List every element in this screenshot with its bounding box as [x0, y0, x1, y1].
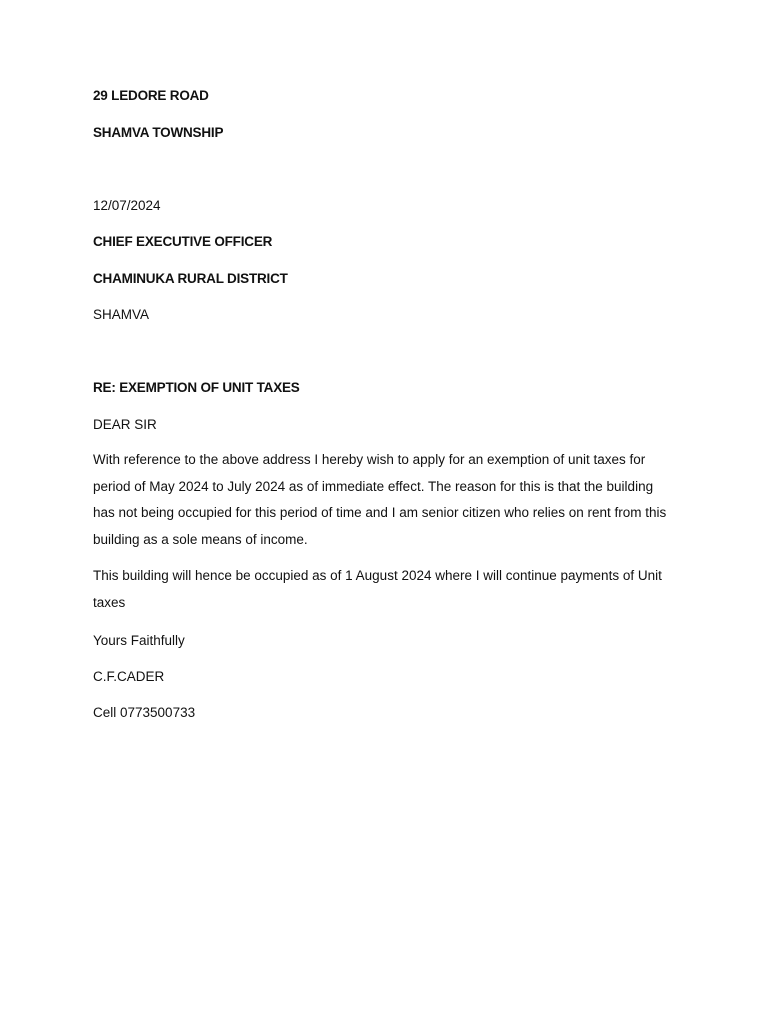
- letter-salutation: DEAR SIR: [93, 417, 157, 432]
- recipient-town: SHAMVA: [93, 307, 150, 322]
- letter-valediction: Yours Faithfully: [93, 633, 185, 648]
- sender-address-line2: SHAMVA TOWNSHIP: [93, 125, 224, 140]
- recipient-title: CHIEF EXECUTIVE OFFICER: [93, 234, 273, 249]
- body-paragraph-2: This building will hence be occupied as of 1 August 2024 where I will continue payments of Unit taxes: [93, 568, 662, 610]
- signatory-name: C.F.CADER: [93, 669, 165, 684]
- body-paragraph-1: With reference to the above address I hereby wish to apply for an exemption of unit taxes for period of May 2024 to July 2024 as of immediate effect. The reason for this is that the building has not being occupied for this period of time and I am senior citizen who relies on rent from this building as a sole means of income.: [93, 452, 667, 548]
- signatory-contact: Cell 0773500733: [93, 705, 196, 720]
- letter-date: 12/07/2024: [93, 198, 161, 213]
- recipient-organization: CHAMINUKA RURAL DISTRICT: [93, 271, 288, 286]
- letter-subject: RE: EXEMPTION OF UNIT TAXES: [93, 380, 300, 395]
- sender-address-line1: 29 LEDORE ROAD: [93, 88, 209, 103]
